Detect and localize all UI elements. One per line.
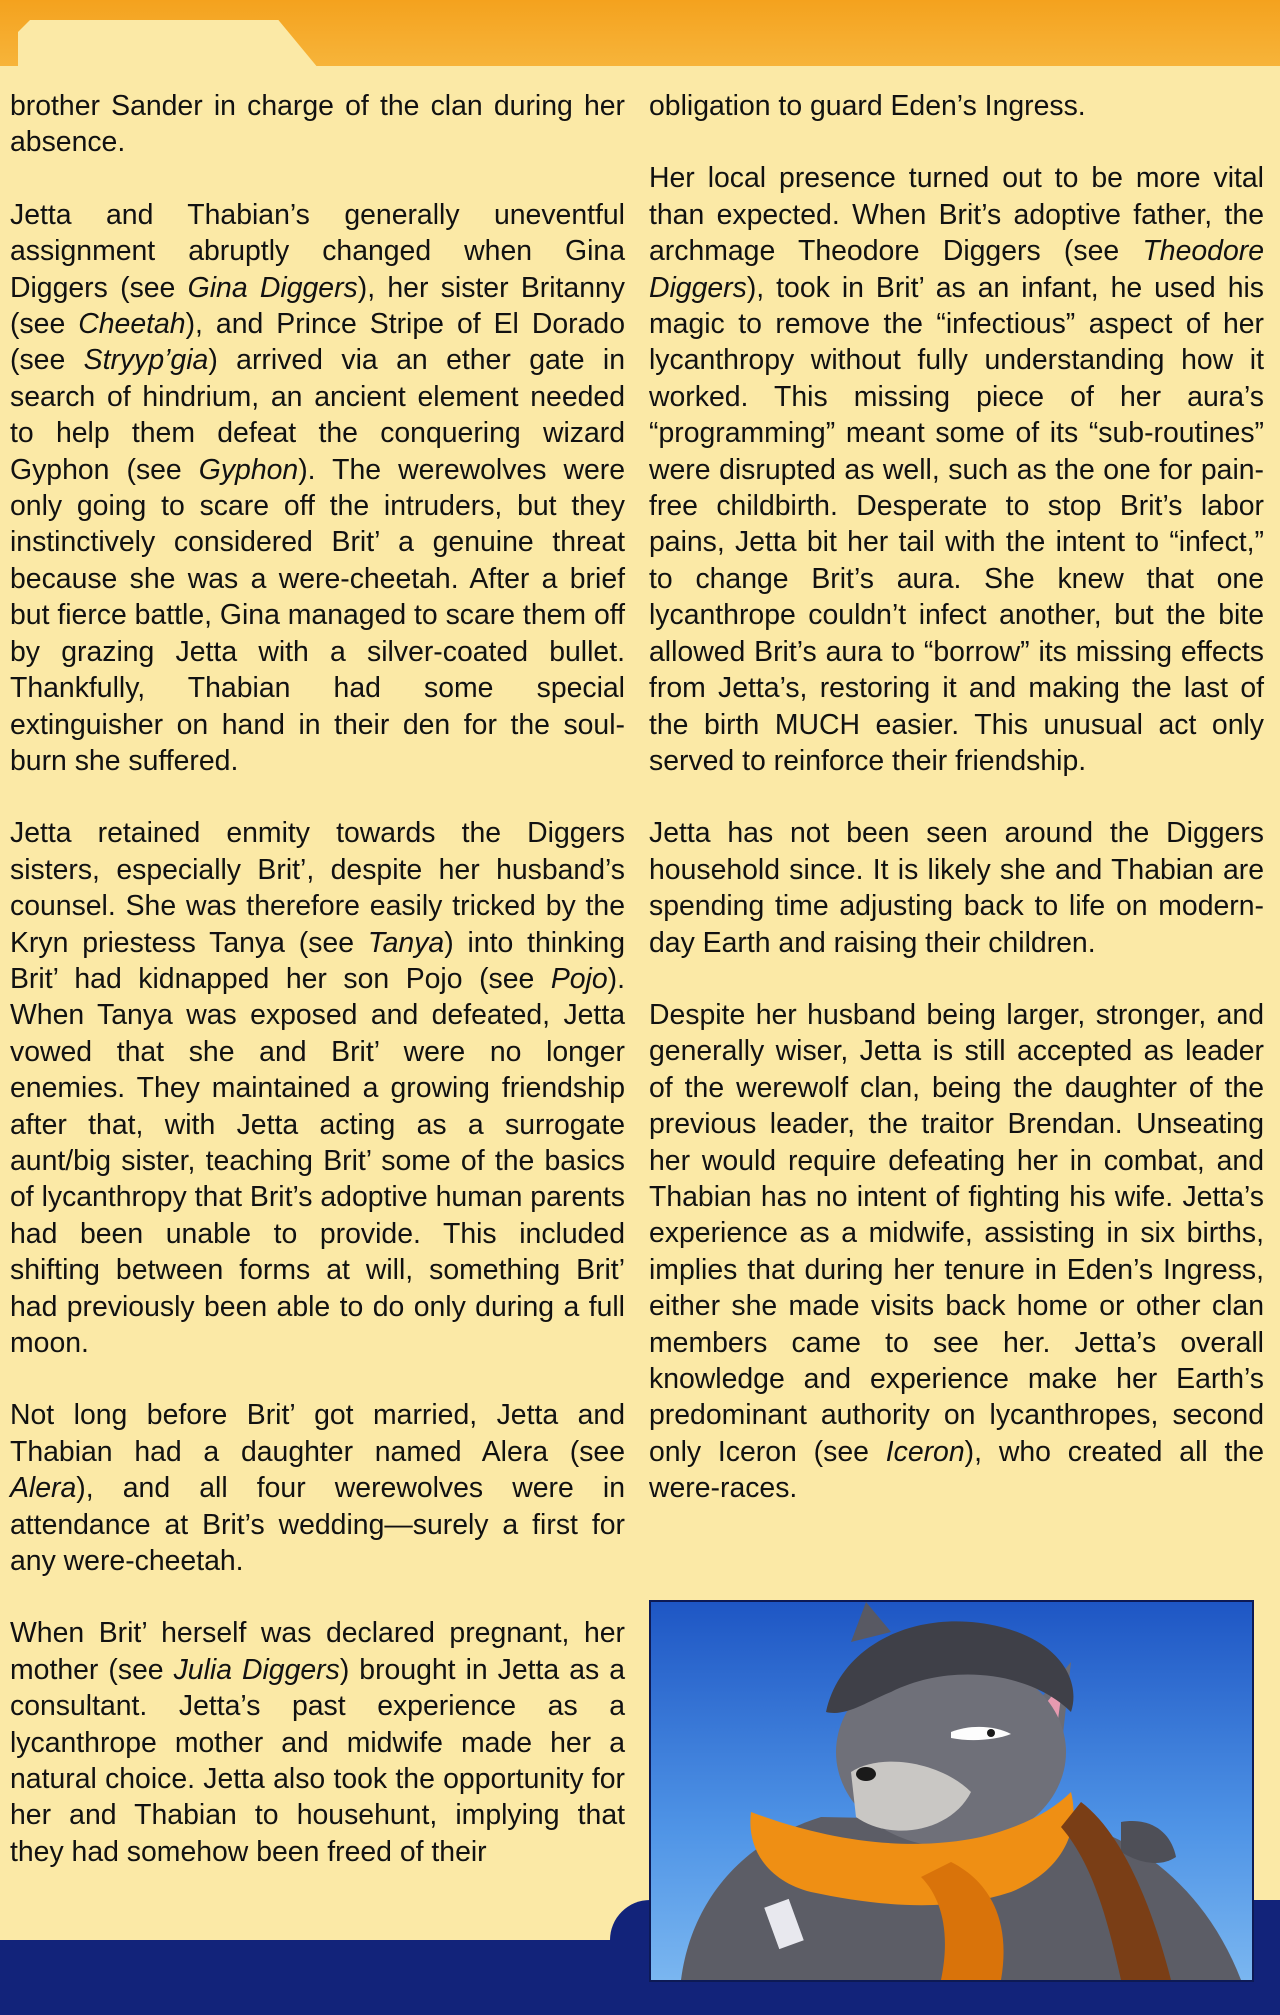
text-run: Jetta and Thabian’s generally uneventful assignment abruptly changed when Gina Diggers (see xyxy=(10,198,625,304)
cross-reference: Gyphon xyxy=(198,453,299,486)
werewolf-portrait-svg xyxy=(651,1602,1252,1980)
text-run: Despite her husband being larger, stronger, and generally wiser, Jetta is still accepted as leader of the werewolf clan, being the daughter of the previous leader, the traitor Brendan. Unseating her would require defeating her in combat, and Thabian has no intent of fighting his wife. Jetta’s experience as a midwife, assisting in six births, implies that during her tenure in Eden’s Ingress, either she made visits back home or other clan members came to see her. Jetta’s overall knowledge and experience make her Earth’s predominant authority on lycanthropes, second only Iceron (see xyxy=(649,998,1264,1468)
cross-reference: Theodore Diggers xyxy=(649,235,1264,304)
cross-reference: Alera xyxy=(10,1472,77,1505)
text-run: obligation to guard Eden’s Ingress. xyxy=(649,90,1086,122)
cross-reference: Julia Diggers xyxy=(173,1653,340,1686)
left-ear xyxy=(851,1602,891,1642)
right-text-column xyxy=(649,88,1264,1543)
text-run: Her local presence turned out to be more vital than expected. When Brit’s adoptive father, the archmage Theodore Diggers (see xyxy=(649,162,1264,268)
text-run: ), and all four werewolves were in attendance at Brit’s wedding—surely a first for any were-cheetah. xyxy=(10,1472,625,1578)
text-run: brother Sander in charge of the clan during her absence. xyxy=(10,90,625,159)
left-column-paragraph xyxy=(10,197,625,780)
right-column-paragraph xyxy=(649,160,1264,779)
werewolf-illustration xyxy=(649,1600,1254,1982)
text-run: ) brought in Jetta as a consultant. Jetta’s past experience as a lycanthrope mother and midwife made her a natural choice. Jetta also took the opportunity for her and Thabian to househunt, implying that they had somehow been freed of their xyxy=(10,1653,625,1868)
cross-reference: Stryyp’gia xyxy=(83,344,209,377)
text-run: ). The werewolves were only going to scare off the intruders, but they instinctively considered Brit’ a genuine threat because she was a were-cheetah. After a brief but fierce battle, Gina managed to scare them off by grazing Jetta with a silver-coated bullet. Thankfully, Thabian had some special extinguisher on hand in their den for the soul-burn she suffered. xyxy=(10,453,625,777)
text-run: ), who created all the were-races. xyxy=(649,1435,1264,1505)
left-column-paragraph xyxy=(10,815,625,1361)
cross-reference: Iceron xyxy=(885,1435,965,1468)
text-run: Jetta retained enmity towards the Diggers sisters, especially Brit’, despite her husband’s counsel. She was therefore easily tricked by the Kryn priestess Tanya (see xyxy=(10,817,625,959)
left-text-column xyxy=(10,88,625,1906)
text-run: Not long before Brit’ got married, Jetta and Thabian had a daughter named Alera (see xyxy=(10,1399,625,1468)
header-tab xyxy=(18,20,328,80)
nose xyxy=(856,1767,876,1781)
cross-reference: Cheetah xyxy=(78,308,186,341)
text-run: ) into thinking Brit’ had kidnapped her son Pojo (see xyxy=(10,926,625,995)
cross-reference: Tanya xyxy=(367,926,445,959)
text-run: Jetta has not been seen around the Diggers household since. It is likely she and Thabian are spending time adjusting back to life on modern-day Earth and raising their children. xyxy=(649,817,1264,959)
cross-reference: Gina Diggers xyxy=(187,271,358,304)
left-column-paragraph xyxy=(10,1397,625,1579)
text-run: ), and Prince Stripe of El Dorado (see xyxy=(10,308,625,377)
cross-reference: Pojo xyxy=(550,962,608,995)
text-run: ), her sister Britanny (see xyxy=(10,271,625,341)
text-run: ) arrived via an ether gate in search of hindrium, an ancient element needed to help them defeat the conquering wizard Gyphon (see xyxy=(10,344,625,486)
left-column-paragraph xyxy=(10,1615,625,1870)
text-run: When Brit’ herself was declared pregnant, her mother (see xyxy=(10,1617,625,1686)
right-column-paragraph xyxy=(649,88,1264,124)
text-run: ), took in Brit’ as an infant, he used his magic to remove the “infectious” aspect of her lycanthropy without fully understanding how it worked. This missing piece of her aura’s “programming” meant some of its “sub-routines” were disrupted as well, such as the one for pain-free childbirth. Desperate to stop Brit’s labor pains, Jetta bit her tail with the intent to “infect,” to change Brit’s aura. She knew that one lycanthrope couldn’t infect another, but the bite allowed Brit’s aura to “borrow” its missing effects from Jetta’s, restoring it and making the last of the birth MUCH easier. This unusual act only served to reinforce their friendship. xyxy=(649,271,1264,777)
text-run: ). When Tanya was exposed and defeated, Jetta vowed that she and Brit’ were no longer enemies. They maintained a growing friendship after that, with Jetta acting as a surrogate aunt/big sister, teaching Brit’ some of the basics of lycanthropy that Brit’s adoptive human parents had been unable to provide. This included shifting between forms at will, something Brit’ had previously been able to do only during a full moon. xyxy=(10,962,625,1359)
right-column-paragraph xyxy=(649,815,1264,961)
left-column-paragraph xyxy=(10,88,625,161)
pupil xyxy=(987,1729,995,1737)
right-column-paragraph xyxy=(649,997,1264,1507)
